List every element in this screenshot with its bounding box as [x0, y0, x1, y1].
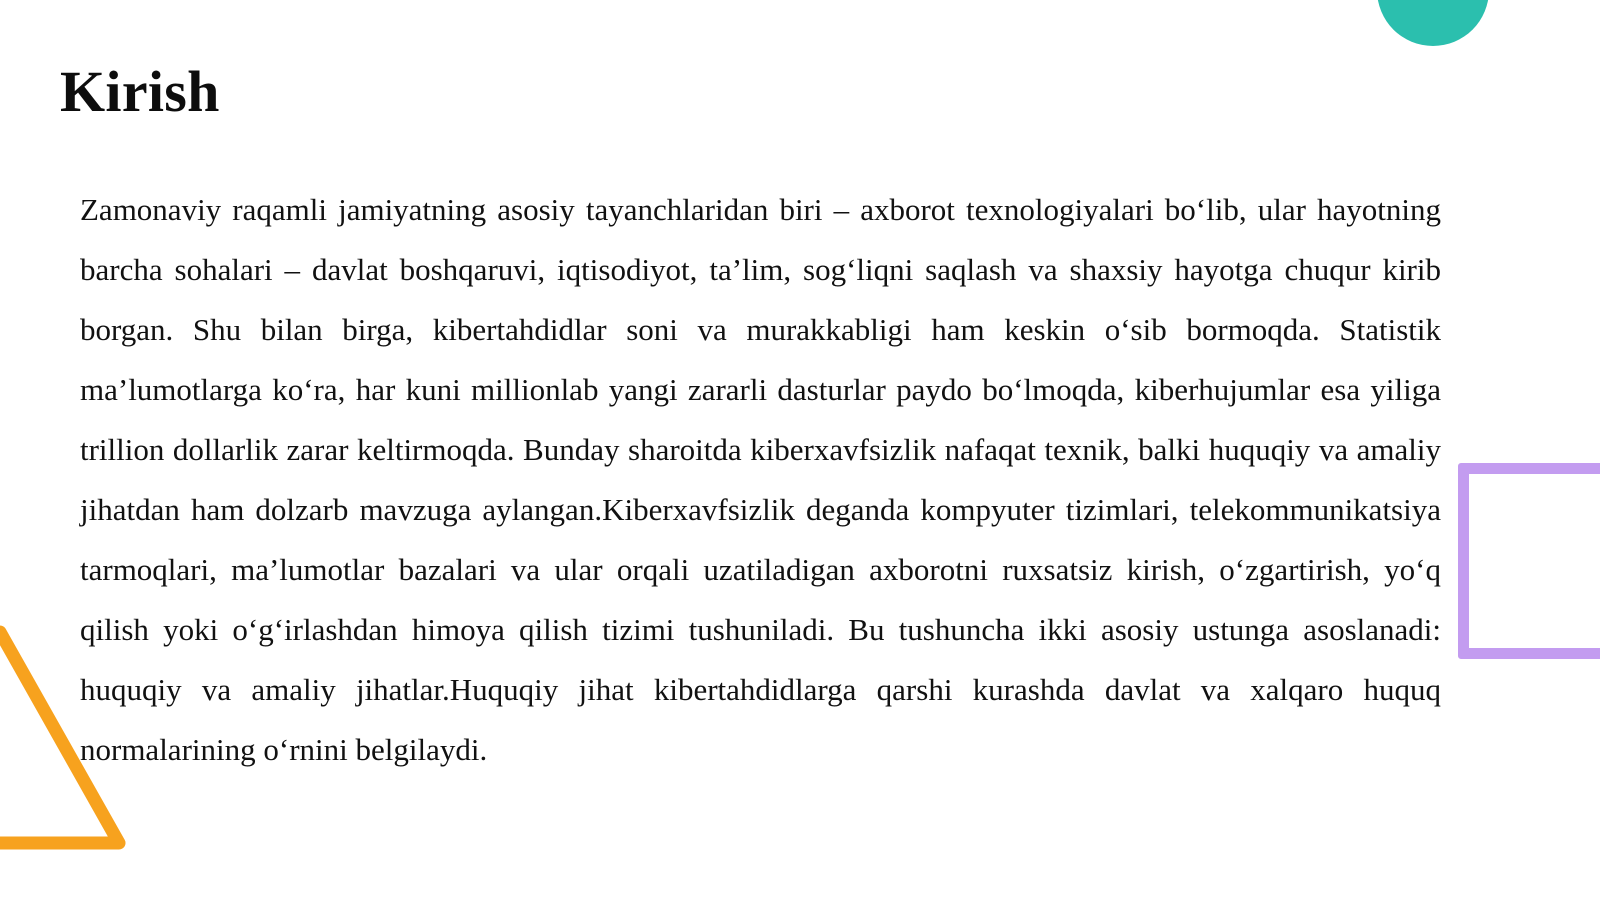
purple-square-outline-decoration — [1458, 463, 1600, 659]
teal-circle-decoration — [1377, 0, 1489, 46]
slide-title: Kirish — [60, 59, 220, 124]
slide-body-paragraph: Zamonaviy raqamli jamiyatning asosiy tayanchlaridan biri – axborot texnologiyalari bo‘lib, ular hayotning barcha sohalari – davlat boshqaruvi, iqtisodiyot, ta’lim, sog‘liqni saqlash va shaxsiy hayotga chuqur kirib borgan. Shu bilan birga, kibertahdidlar soni va murakkabligi ham keskin o‘sib bormoqda. Statistik ma’lumotlarga ko‘ra, har kuni millionlab yangi zararli dasturlar paydo bo‘lmoqda, kiberhujumlar esa yiliga trillion dollarlik zarar keltirmoqda. Bunday sharoitda kiberxavfsizlik nafaqat texnik, balki huquqiy va amaliy jihatdan ham dolzarb mavzuga aylangan.Kiberxavfsizlik deganda kompyuter tizimlari, telekommunikatsiya tarmoqlari, ma’lumotlar bazalari va ular orqali uzatiladigan axborotni ruxsatsiz kirish, o‘zgartirish, yo‘q qilish yoki o‘g‘irlashdan himoya qilish tizimi tushuniladi. Bu tushuncha ikki asosiy ustunga asoslanadi: huquqiy va amaliy jihatlar.Huquqiy jihat kibertahdidlarga qarshi kurashda davlat va xalqaro huquq normalarining o‘rnini belgilaydi. — [80, 192, 1441, 767]
